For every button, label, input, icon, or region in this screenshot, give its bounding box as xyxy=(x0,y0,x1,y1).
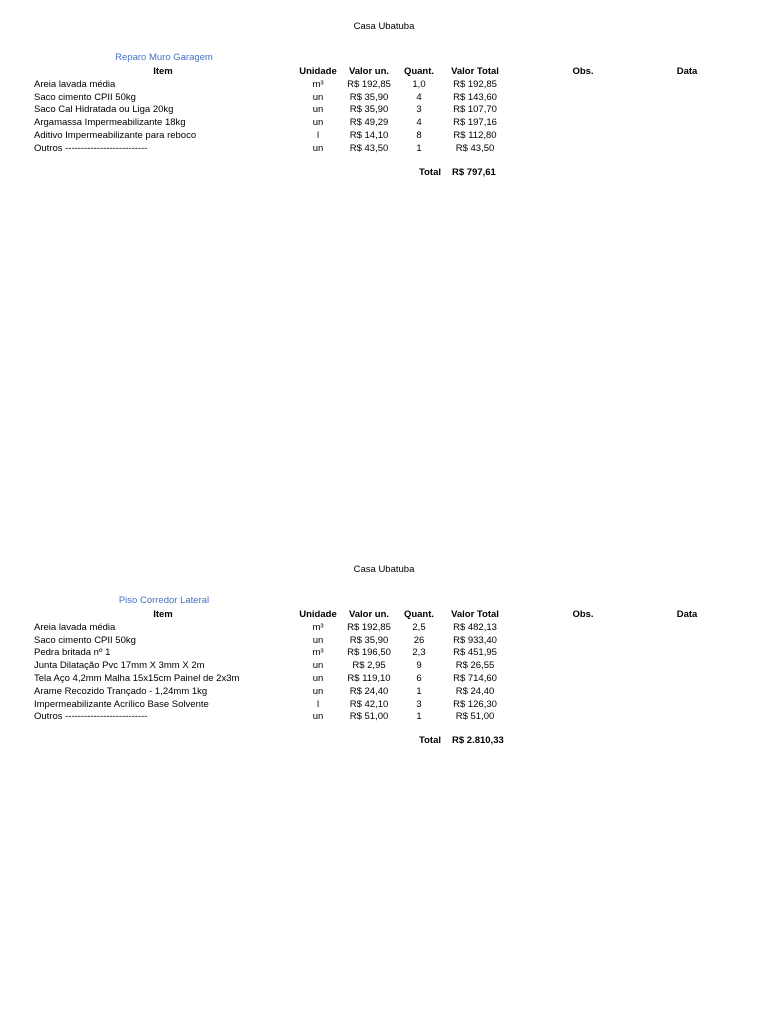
quantity-cell: 9 xyxy=(416,660,422,672)
obs-cell xyxy=(506,635,660,648)
total-value-cell: R$ 24,40 xyxy=(455,685,495,697)
quantity-cell: 4 xyxy=(416,91,422,103)
table-row xyxy=(34,92,714,105)
table-row xyxy=(34,647,714,660)
total-value-cell: R$ 143,60 xyxy=(453,91,497,103)
unit-price-cell: R$ 24,40 xyxy=(349,685,389,697)
total-label: Total xyxy=(419,735,441,746)
total-value: R$ 797,61 xyxy=(452,167,496,178)
obs-cell xyxy=(506,622,660,635)
date-cell xyxy=(660,635,714,648)
date-cell xyxy=(660,79,714,92)
quantity-cell: 8 xyxy=(416,129,422,141)
column-header-price: Valor un. xyxy=(348,609,390,620)
unit-cell: l xyxy=(316,698,320,710)
unit-price-cell: R$ 43,50 xyxy=(349,142,389,154)
page-header: Casa Ubatuba xyxy=(353,564,415,575)
obs-cell xyxy=(506,673,660,686)
unit-cell: un xyxy=(312,117,324,129)
section-title: Reparo Muro Garagem xyxy=(115,52,213,63)
table-row xyxy=(34,711,714,724)
quantity-cell: 2,5 xyxy=(412,621,426,633)
column-header-item: Item xyxy=(153,66,173,77)
item-cell: Saco cimento CPII 50kg xyxy=(34,91,136,103)
item-cell: Tela Aço 4,2mm Malha 15x15cm Painel de 2x3m xyxy=(34,672,240,684)
quantity-cell: 3 xyxy=(416,104,422,116)
table-row xyxy=(34,686,714,699)
date-cell xyxy=(660,647,714,660)
total-value-cell: R$ 482,13 xyxy=(453,621,497,633)
unit-cell: un xyxy=(312,104,324,116)
date-cell xyxy=(660,711,714,724)
materials-table xyxy=(34,609,714,724)
column-header-price: Valor un. xyxy=(348,66,390,77)
unit-cell: un xyxy=(312,660,324,672)
item-cell: Areia lavada média xyxy=(34,621,116,633)
column-header-date: Data xyxy=(676,66,698,77)
unit-price-cell: R$ 196,50 xyxy=(347,647,391,659)
obs-cell xyxy=(506,104,660,117)
date-cell xyxy=(660,699,714,712)
date-cell xyxy=(660,143,714,156)
table-row xyxy=(34,130,714,143)
unit-price-cell: R$ 49,29 xyxy=(349,117,389,129)
date-cell xyxy=(660,686,714,699)
obs-cell xyxy=(506,711,660,724)
unit-cell: un xyxy=(312,685,324,697)
item-cell: Saco cimento CPII 50kg xyxy=(34,634,136,646)
obs-cell xyxy=(506,699,660,712)
item-cell: Arame Recozido Trançado - 1,24mm 1kg xyxy=(34,685,208,697)
column-header-obs: Obs. xyxy=(572,609,594,620)
total-label: Total xyxy=(419,167,441,178)
unit-cell: un xyxy=(312,711,324,723)
column-header-unit: Unidade xyxy=(299,609,337,620)
unit-price-cell: R$ 2,95 xyxy=(352,660,386,672)
column-header-date: Data xyxy=(676,609,698,620)
page-header: Casa Ubatuba xyxy=(353,21,415,32)
quantity-cell: 1 xyxy=(416,711,422,723)
total-value-cell: R$ 451,95 xyxy=(453,647,497,659)
quantity-cell: 3 xyxy=(416,698,422,710)
total-value-cell: R$ 126,30 xyxy=(453,698,497,710)
unit-cell: un xyxy=(312,91,324,103)
total-value-cell: R$ 197,16 xyxy=(453,117,497,129)
quantity-cell: 1 xyxy=(416,685,422,697)
unit-price-cell: R$ 192,85 xyxy=(347,621,391,633)
quantity-cell: 4 xyxy=(416,117,422,129)
total-value-cell: R$ 714,60 xyxy=(453,672,497,684)
unit-price-cell: R$ 51,00 xyxy=(349,711,389,723)
total-value-cell: R$ 26,55 xyxy=(455,660,495,672)
quantity-cell: 1,0 xyxy=(412,78,426,90)
total-value-cell: R$ 192,85 xyxy=(453,78,497,90)
total-value: R$ 2.810,33 xyxy=(452,735,504,746)
column-header-item: Item xyxy=(153,609,173,620)
obs-cell xyxy=(506,647,660,660)
quantity-cell: 1 xyxy=(416,142,422,154)
total-value-cell: R$ 43,50 xyxy=(455,142,495,154)
obs-cell xyxy=(506,686,660,699)
table-header-row xyxy=(34,66,714,79)
unit-price-cell: R$ 35,90 xyxy=(349,104,389,116)
date-cell xyxy=(660,92,714,105)
column-header-total: Valor Total xyxy=(451,609,499,620)
unit-price-cell: R$ 35,90 xyxy=(349,91,389,103)
unit-cell: un xyxy=(312,634,324,646)
total-value-cell: R$ 112,80 xyxy=(453,129,497,141)
materials-table xyxy=(34,66,714,156)
unit-price-cell: R$ 35,90 xyxy=(349,634,389,646)
date-cell xyxy=(660,660,714,673)
column-header-qty: Quant. xyxy=(403,66,435,77)
unit-cell: m³ xyxy=(312,647,324,659)
item-cell: Impermeabilizante Acrílico Base Solvente xyxy=(34,698,209,710)
table-row xyxy=(34,660,714,673)
date-cell xyxy=(660,673,714,686)
item-cell: Pedra britada nº 1 xyxy=(34,647,111,659)
item-cell: Saco Cal Hidratada ou Liga 20kg xyxy=(34,104,174,116)
quantity-cell: 6 xyxy=(416,672,422,684)
item-cell: Outros -------------------------- xyxy=(34,142,148,154)
obs-cell xyxy=(506,143,660,156)
item-cell: Areia lavada média xyxy=(34,78,116,90)
obs-cell xyxy=(506,130,660,143)
table-row xyxy=(34,117,714,130)
table-row xyxy=(34,104,714,117)
column-header-unit: Unidade xyxy=(299,66,337,77)
date-cell xyxy=(660,622,714,635)
obs-cell xyxy=(506,92,660,105)
total-value-cell: R$ 107,70 xyxy=(453,104,497,116)
table-row xyxy=(34,673,714,686)
unit-cell: m³ xyxy=(312,78,324,90)
item-cell: Junta Dilatação Pvc 17mm X 3mm X 2m xyxy=(34,660,205,672)
unit-price-cell: R$ 119,10 xyxy=(347,672,391,684)
unit-cell: l xyxy=(316,129,320,141)
item-cell: Argamassa Impermeabilizante 18kg xyxy=(34,117,186,129)
table-row xyxy=(34,635,714,648)
table-row xyxy=(34,143,714,156)
obs-cell xyxy=(506,660,660,673)
table-row xyxy=(34,79,714,92)
unit-price-cell: R$ 42,10 xyxy=(349,698,389,710)
quantity-cell: 26 xyxy=(413,634,425,646)
obs-cell xyxy=(506,79,660,92)
unit-price-cell: R$ 14,10 xyxy=(349,129,389,141)
total-value-cell: R$ 51,00 xyxy=(455,711,495,723)
table-row xyxy=(34,622,714,635)
table-row xyxy=(34,699,714,712)
unit-cell: m³ xyxy=(312,621,324,633)
unit-cell: un xyxy=(312,672,324,684)
total-value-cell: R$ 933,40 xyxy=(453,634,497,646)
section-title: Piso Corredor Lateral xyxy=(118,595,210,606)
column-header-obs: Obs. xyxy=(572,66,594,77)
date-cell xyxy=(660,130,714,143)
item-cell: Aditivo Impermeabilizante para reboco xyxy=(34,129,197,141)
date-cell xyxy=(660,104,714,117)
column-header-total: Valor Total xyxy=(451,66,499,77)
column-header-qty: Quant. xyxy=(403,609,435,620)
unit-cell: un xyxy=(312,142,324,154)
unit-price-cell: R$ 192,85 xyxy=(347,78,391,90)
obs-cell xyxy=(506,117,660,130)
table-header-row xyxy=(34,609,714,622)
item-cell: Outros -------------------------- xyxy=(34,711,148,723)
date-cell xyxy=(660,117,714,130)
quantity-cell: 2,3 xyxy=(412,647,426,659)
